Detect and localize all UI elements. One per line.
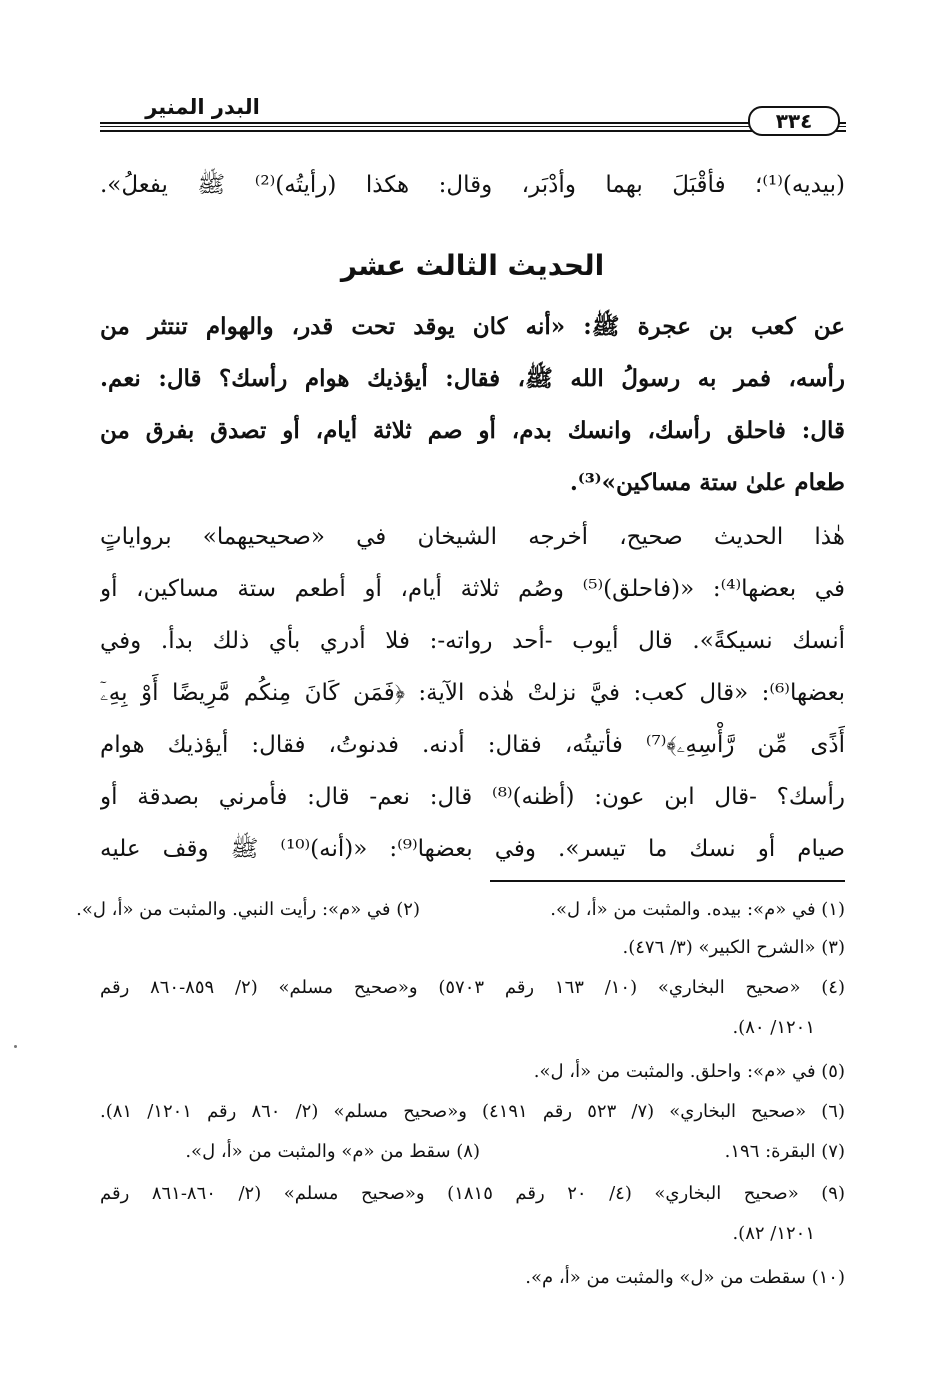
footnote-4: (٤) «صحيح البخاري» (١٠/ ١٦٣ رقم ٥٧٠٣) و«صحيح مسلم» (٢/ ٨٥٩-٨٦٠ رقم (100, 977, 845, 998)
footnote-10: (١٠) سقطت من «ل» والمثبت من «أ، م». (525, 1267, 845, 1288)
hadith-line-1: عن كعب بن عجرة ﷺ: «أنه كان يوقد تحت قدر، والهوام تنتثر من (100, 313, 845, 340)
commentary-line-7: صيام أو نسك ما تيسر». وفي بعضها⁽⁹⁾: «(أنه)⁽¹⁰⁾ ﷺ وقف عليه (100, 836, 845, 862)
footnote-7: (٧) البقرة: ١٩٦. (724, 1141, 845, 1162)
commentary-line-3: أنسك نسيكةً». قال أيوب -أحد رواته-: فلا أدري بأي ذلك بدأ. وفي (100, 628, 845, 654)
header-rule-top (100, 122, 846, 124)
commentary-line-6: رأسك؟ -قال ابن عون: (أظنه)⁽⁸⁾ قال: نعم- قال: فأمرني بصدقة أو (100, 784, 845, 810)
page-number: ٣٣٤ (775, 109, 813, 133)
commentary-line-2: في بعضها⁽⁴⁾: «(فاحلق)⁽⁵⁾ وصُم ثلاثة أيام، أو أطعم ستة مساكين، أو (100, 576, 845, 602)
hadith-line-4: طعام علىٰ ستة مساكين»⁽³⁾. (569, 469, 845, 496)
header-rule-bottom (100, 130, 846, 132)
footnote-6: (٦) «صحيح البخاري» (٧/ ٥٢٣ رقم ٤١٩١) و«صحيح مسلم» (٢/ ٨٦٠ رقم ١٢٠١/ ٨١). (100, 1101, 845, 1122)
header-rule-mid (100, 126, 846, 127)
section-heading: الحديث الثالث عشر (340, 249, 605, 282)
page-number-box (748, 106, 840, 136)
commentary-line-4: بعضها⁽⁶⁾: «قال كعب: فيَّ نزلتْ هٰذه الآية: ﴿فَمَن كَانَ مِنكُم مَّرِيضًا أَوْ بِهِۦٓ (100, 680, 845, 706)
footnote-3: (٣) «الشرح الكبير» (٣/ ٤٧٦). (622, 937, 845, 958)
commentary-line-1: هٰذا الحديث صحيح، أخرجه الشيخان في «صحيحيهما» برواياتٍ (100, 524, 845, 550)
scan-speck (14, 1045, 17, 1048)
footnote-9: (٩) «صحيح البخاري» (٤/ ٢٠ رقم ١٨١٥) و«صحيح مسلم» (٢/ ٨٦٠-٨٦١ رقم (100, 1183, 845, 1204)
footnote-8: (٨) سقط من «م» والمثبت من «أ، ل». (185, 1141, 480, 1162)
commentary-line-5: أَذًى مِّن رَّأْسِهِۦ﴾⁽⁷⁾ فأتيتُه، فقال: أدنه. فدنوتُ، فقال: أيؤذيك هوام (100, 732, 845, 758)
footnote-4-cont: ١٢٠١/ ٨٠). (732, 1017, 815, 1038)
running-title: البدر المنير (145, 95, 260, 119)
footnote-2: (٢) في «م»: رأيت النبي. والمثبت من «أ، ل». (76, 899, 420, 920)
footnote-5: (٥) في «م»: واحلق. والمثبت من «أ، ل». (533, 1061, 845, 1082)
hadith-line-2: رأسه، فمر به رسولُ الله ﷺ، فقال: أيؤذيك هوام رأسك؟ قال: نعم. (100, 365, 845, 392)
continuation-line: (بيديه)⁽¹⁾؛ فأقْبَلَ بهما وأدْبَر، وقال: هكذا (رأيتُه)⁽²⁾ ﷺ يفعلُ». (100, 172, 845, 198)
hadith-line-3: قال: فاحلق رأسك، وانسك بدم، أو صم ثلاثة أيام، أو تصدق بفرق من (100, 417, 845, 444)
footnote-9-cont: ١٢٠١/ ٨٢). (732, 1223, 815, 1244)
footnote-separator (490, 880, 845, 882)
footnote-1: (١) في «م»: بيده. والمثبت من «أ، ل». (550, 899, 845, 920)
